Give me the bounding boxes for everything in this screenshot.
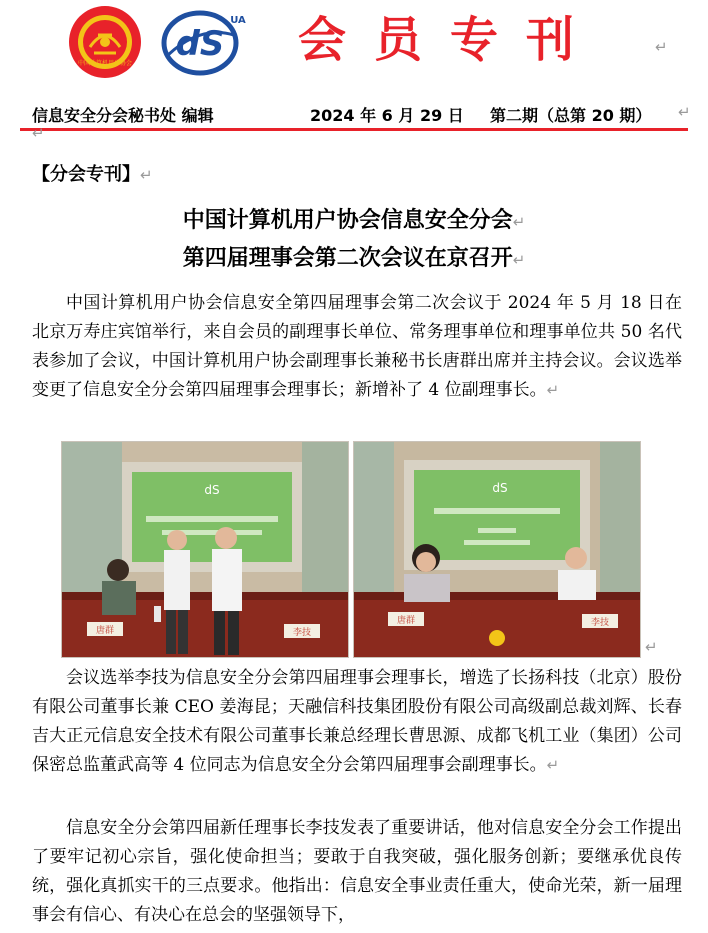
body-paragraph [32, 814, 682, 930]
nameplate-text: 唐群 [396, 616, 416, 626]
body-paragraph [32, 289, 682, 405]
paragraph-mark: ↵ [32, 124, 45, 142]
headline-line-2 [0, 241, 708, 272]
headline-line-1 [0, 203, 708, 234]
screen-logo-text: dS [204, 483, 220, 497]
meeting-photo-handshake [61, 441, 349, 658]
paragraph-mark: ↵ [546, 381, 560, 399]
headline-text: 第四届理事会第二次会议在京召开 [182, 246, 513, 271]
issue-number: 第二期（总第 20 期） [490, 106, 652, 125]
paragraph-mark: ↵ [678, 103, 691, 121]
paragraph-mark: ↵ [546, 756, 560, 774]
section-tag [32, 160, 153, 186]
paragraph-text: 会议选举李技为信息安全分会第四届理事会理事长，增选了长扬科技（北京）股份有限公司董事长兼 CEO 姜海昆；天融信科技集团股份有限公司高级副总裁刘辉、长春吉大正元信息安全技术有限公司董事长兼总经理长曹思源、成都飞机工业（集团）公司保密总监董武高等 4 位同志为信息安全分会第四届理事会副理事长。 [32, 668, 682, 775]
ds-ua-logo [160, 5, 246, 77]
body-paragraph [32, 664, 682, 780]
bulletin-title: 会员专刊 [298, 12, 603, 68]
paragraph-mark: ↵ [512, 213, 526, 231]
screen-logo-text: dS [492, 481, 508, 495]
logo-ring-text: 中国计算机用户协会 [77, 60, 133, 67]
meeting-photo-podium [353, 441, 641, 658]
header-divider [20, 128, 688, 131]
section-tag-text: 【分会专刊】 [32, 164, 140, 185]
logo-brand-suffix: UA [230, 15, 246, 26]
paragraph-mark: ↵ [140, 166, 153, 184]
paragraph-text: 信息安全分会第四届新任理事长李技发表了重要讲话，他对信息安全分会工作提出了要牢记初心宗旨，强化使命担当；要敢于自我突破，强化服务创新；要继承优良传统，强化真抓实干的三点要求。他指出：信息安全事业责任重大，使命光荣，新一届理事会有信心、有决心在总会的坚强领导下， [32, 818, 682, 925]
headline-text: 中国计算机用户协会信息安全分会 [182, 208, 513, 233]
association-logo [68, 5, 142, 79]
nameplate-text: 李技 [292, 628, 312, 638]
nameplate-text: 李技 [590, 618, 610, 628]
bulletin-header [0, 0, 708, 140]
issue-date: 2024 年 6 月 29 日 [310, 106, 464, 125]
paragraph-mark: ↵ [512, 251, 526, 269]
editor-label: 信息安全分会秘书处 编辑 [32, 106, 214, 125]
paragraph-mark: ↵ [645, 638, 658, 656]
paragraph-mark: ↵ [655, 38, 668, 56]
logo-brand-letters: dS [175, 24, 225, 64]
nameplate-text: 唐群 [95, 626, 115, 636]
paragraph-text: 中国计算机用户协会信息安全第四届理事会第二次会议于 2024 年 5 月 18 日在北京万寿庄宾馆举行，来自会员的副理事长单位、常务理事单位和理事单位共 50 名代表参加了会议，中国计算机用户协会副理事长兼秘书长唐群出席并主持会议。会议选举变更了信息安全分会第四届理事会理事长；新增补了 4 位副理事长。 [32, 293, 682, 400]
